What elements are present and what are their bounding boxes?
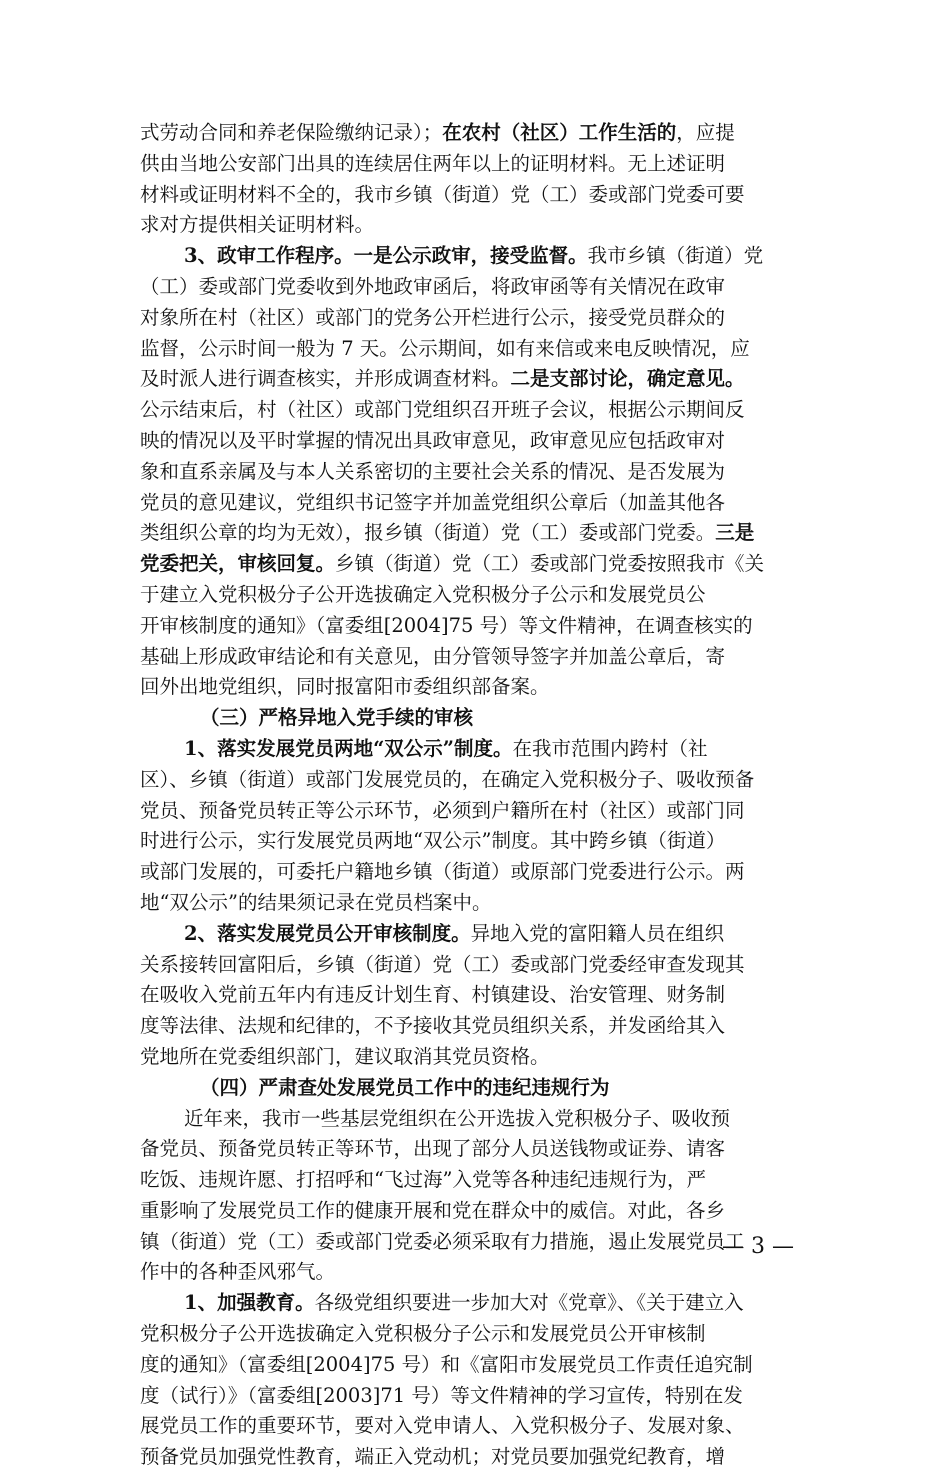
text-segment: 映的情况以及平时掌握的情况出具政审意见，政审意见应包括政审对 (140, 428, 726, 452)
text-segment: 党员的意见建议，党组织书记签字并加盖党组织公章后（加盖其他各 (140, 490, 726, 514)
text-line (140, 888, 812, 919)
text-segment: 乡镇（街道）党（工）委或部门党委按照我市《关 (335, 552, 765, 576)
text-line (140, 672, 812, 703)
text-segment: 度（试行）》（富委组[2003]71 号）等文件精神的学习宣传，特别在发 (140, 1383, 743, 1407)
text-segment: 在吸收入党前五年内有违反计划生育、村镇建设、治安管理、财务制 (140, 983, 726, 1007)
bold-text-segment: 1、加强教育。 (184, 1291, 315, 1315)
text-segment: 对象所在村（社区）或部门的党务公开栏进行公示，接受党员群众的 (140, 305, 726, 329)
text-segment: 作中的各种歪风邪气。 (140, 1260, 336, 1284)
text-segment: 地“双公示”的结果须记录在党员档案中。 (140, 890, 492, 914)
document-body (140, 118, 812, 1473)
text-line (140, 1165, 812, 1196)
text-line (140, 364, 812, 395)
text-line (140, 149, 812, 180)
text-segment: 党员、预备党员转正等公示环节，必须到户籍所在村（社区）或部门同 (140, 798, 745, 822)
text-line (140, 1011, 812, 1042)
bold-text-segment: （三）严格异地入党手续的审核 (200, 706, 474, 730)
document-lines (140, 118, 812, 1473)
text-segment: 预备党员加强党性教育，端正入党动机；对党员要加强党纪教育，增 (140, 1445, 726, 1469)
text-line (140, 1257, 812, 1288)
text-segment: 求对方提供相关证明材料。 (140, 213, 375, 237)
text-segment: 各级党组织要进一步加大对《党章》、《关于建立入 (314, 1291, 744, 1315)
text-line (140, 1442, 812, 1473)
text-segment: 供由当地公安部门出具的连续居住两年以上的证明材料。无上述证明 (140, 151, 726, 175)
text-segment: 时进行公示，实行发展党员两地“双公示”制度。其中跨乡镇（街道） (140, 829, 726, 853)
text-line (140, 272, 812, 303)
text-segment: 镇（街道）党（工）委或部门党委必须采取有力措施，遏止发展党员工 (140, 1229, 745, 1253)
text-line (140, 734, 812, 765)
text-line (140, 210, 812, 241)
text-segment: 象和直系亲属及与本人关系密切的主要社会关系的情况、是否发展为 (140, 459, 726, 483)
bold-text-segment: 3、政审工作程序。 (184, 244, 354, 268)
text-segment: 我市乡镇（街道）党 (587, 244, 764, 268)
text-line (140, 611, 812, 642)
text-line (140, 765, 812, 796)
text-segment: ，应提 (676, 121, 735, 144)
bold-text-segment: 2、落实发展党员公开审核制度。 (184, 921, 471, 945)
text-segment: 异地入党的富阳籍人员在组织 (470, 921, 725, 945)
text-segment: 公示结束后，村（社区）或部门党组织召开班子会议，根据公示期间反 (140, 398, 745, 422)
page-number: — 3 — (722, 1234, 794, 1259)
text-segment: 党地所在党委组织部门，建议取消其党员资格。 (140, 1044, 550, 1068)
text-line (140, 642, 812, 673)
text-line (140, 1288, 812, 1319)
text-line (140, 950, 812, 981)
text-segment: 区）、乡镇（街道）或部门发展党员的，在确定入党积极分子、吸收预备 (140, 767, 755, 791)
text-line (140, 426, 812, 457)
text-segment: 党积极分子公开选拔确定入党积极分子公示和发展党员公开审核制 (140, 1322, 706, 1346)
text-line (140, 334, 812, 365)
text-line (140, 703, 812, 734)
text-segment: 在我市范围内跨村（社 (512, 736, 708, 760)
text-segment: 式劳动合同和养老保险缴纳记录）； (140, 121, 443, 144)
text-segment: 或部门发展的，可委托户籍地乡镇（街道）或原部门党委进行公示。两 (140, 860, 745, 884)
text-line (140, 488, 812, 519)
text-segment: 及时派人进行调查核实，并形成调查材料。 (140, 367, 511, 391)
text-line (140, 1411, 812, 1442)
text-line (140, 118, 812, 149)
text-segment: 吃饭、违规许愿、打招呼和“飞过海”入党等各种违纪违规行为，严 (140, 1168, 706, 1192)
text-segment: 重影响了发展党员工作的健康开展和党在群众中的威信。对此，各乡 (140, 1198, 726, 1222)
text-line (140, 1381, 812, 1412)
bold-text-segment: 三是 (715, 521, 755, 545)
text-line (140, 857, 812, 888)
bold-text-segment: 党委把关，审核回复。 (140, 552, 336, 576)
text-line (140, 241, 812, 272)
text-line (140, 580, 812, 611)
bold-text-segment: 1、落实发展党员两地“双公示”制度。 (184, 736, 513, 760)
text-line (140, 395, 812, 426)
text-segment: 度的通知》（富委组[2004]75 号）和《富阳市发展党员工作责任追究制 (140, 1352, 753, 1376)
text-segment: 展党员工作的重要环节，要对入党申请人、入党积极分子、发展对象、 (140, 1414, 745, 1438)
text-line (140, 1319, 812, 1350)
text-line (140, 1104, 812, 1135)
text-segment: 基础上形成政审结论和有关意见，由分管领导签字并加盖公章后，寄 (140, 644, 726, 668)
text-segment: 关系接转回富阳后，乡镇（街道）党（工）委或部门党委经审查发现其 (140, 952, 745, 976)
text-segment: 材料或证明材料不全的，我市乡镇（街道）党（工）委或部门党委可要 (140, 182, 745, 206)
text-line (140, 1073, 812, 1104)
text-segment: 回外出地党组织，同时报富阳市委组织部备案。 (140, 675, 550, 699)
bold-text-segment: 一是公示政审，接受监督。 (353, 244, 588, 268)
text-segment: 度等法律、法规和纪律的，不予接收其党员组织关系，并发函给其入 (140, 1014, 726, 1038)
text-segment: 监督，公示时间一般为 7 天。公示期间，如有来信或来电反映情况，应 (140, 336, 750, 360)
text-segment: 近年来，我市一些基层党组织在公开选拔入党积极分子、吸收预 (184, 1106, 731, 1130)
bold-text-segment: 二是支部讨论，确定意见。 (510, 367, 745, 391)
text-line (140, 549, 812, 580)
bold-text-segment: 在农村（社区）工作生活的 (442, 121, 677, 144)
text-line (140, 1134, 812, 1165)
text-line (140, 919, 812, 950)
text-segment: 类组织公章的均为无效），报乡镇（街道）党（工）委或部门党委。 (140, 521, 716, 545)
text-line (140, 518, 812, 549)
text-line (140, 826, 812, 857)
text-line (140, 1042, 812, 1073)
text-line (140, 1196, 812, 1227)
text-segment: 备党员、预备党员转正等环节，出现了部分人员送钱物或证券、请客 (140, 1137, 726, 1161)
bold-text-segment: （四）严肃查处发展党员工作中的违纪违规行为 (200, 1075, 610, 1099)
text-line (140, 980, 812, 1011)
text-line (140, 796, 812, 827)
text-line (140, 1227, 812, 1258)
text-segment: （工）委或部门党委收到外地政审函后，将政审函等有关情况在政审 (140, 274, 726, 298)
text-line (140, 180, 812, 211)
text-segment: 于建立入党积极分子公开选拔确定入党积极分子公示和发展党员公 (140, 582, 706, 606)
text-segment: 开审核制度的通知》（富委组[2004]75 号）等文件精神，在调查核实的 (140, 613, 753, 637)
text-line (140, 1350, 812, 1381)
text-line (140, 457, 812, 488)
text-line (140, 303, 812, 334)
